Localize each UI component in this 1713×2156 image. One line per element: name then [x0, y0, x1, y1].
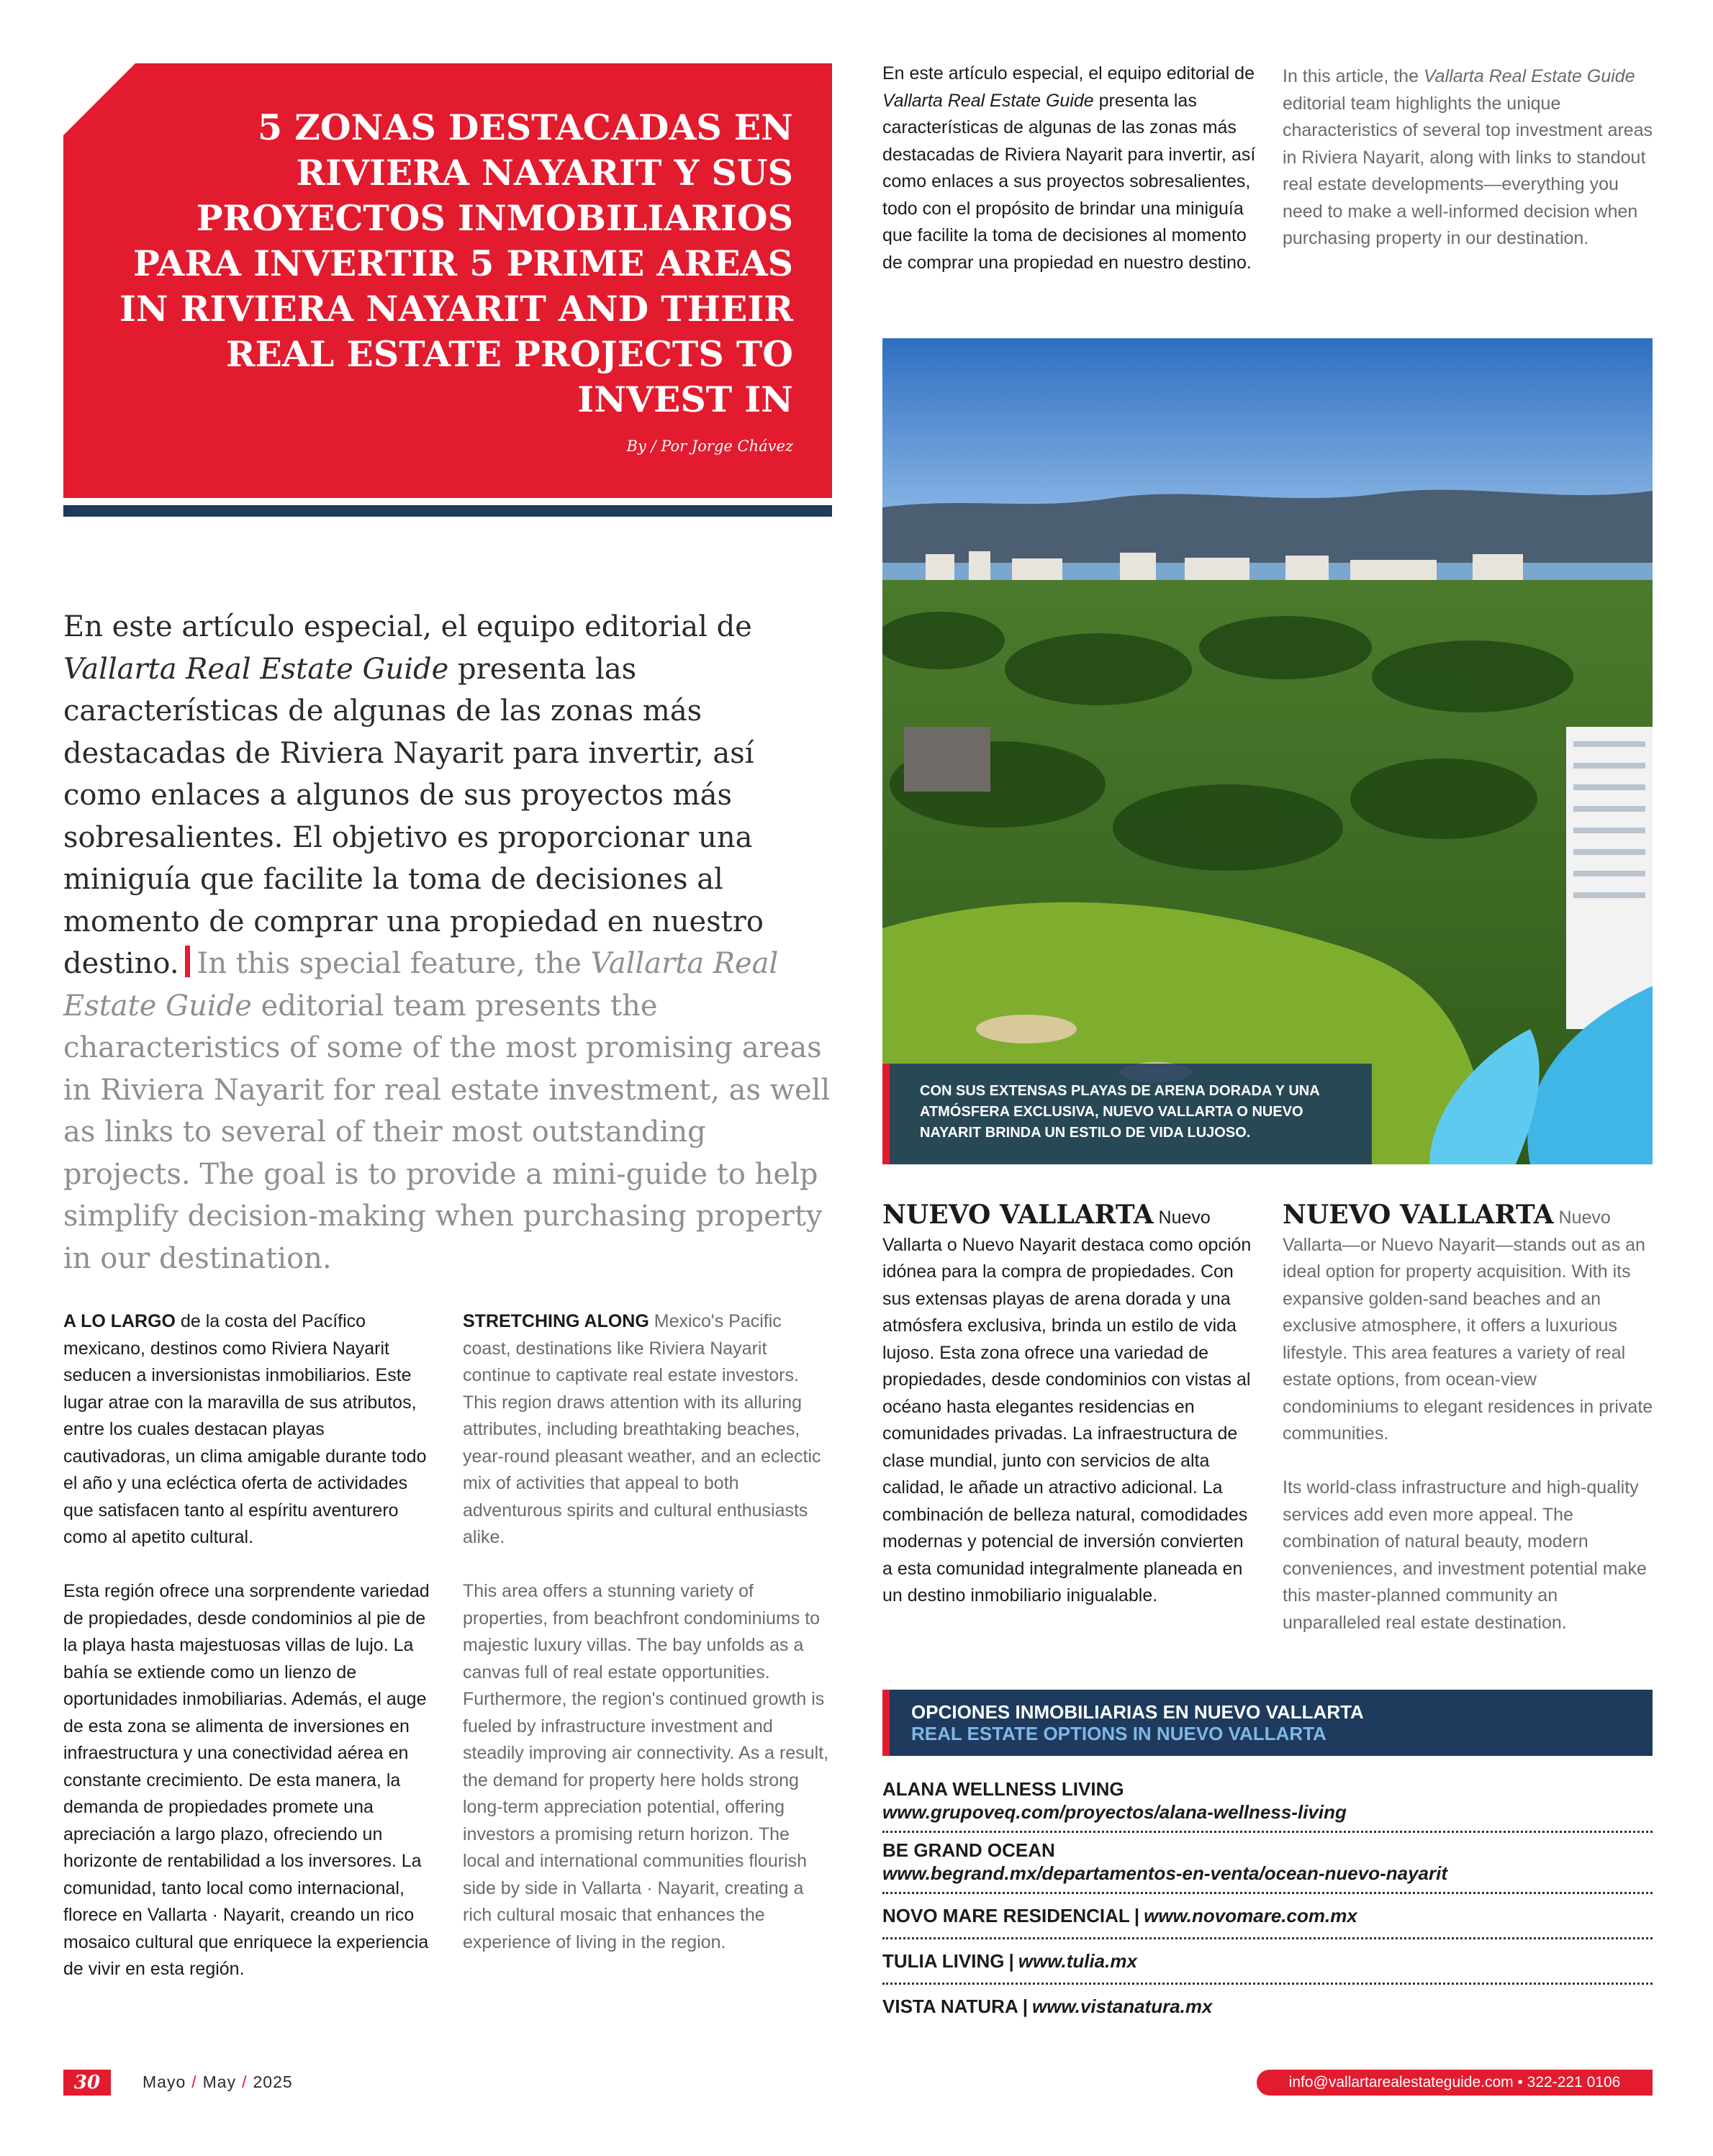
project-link[interactable]: www.grupoveq.com/proyectos/alana-wellness-living [882, 1801, 1347, 1823]
section-nuevo-vallarta-es: NUEVO VALLARTA Nuevo Vallarta o Nuevo Nayarit destaca como opción idónea para la compra de propiedades. Con sus extensas playas de arena dorada y una atmósfera exclusiva, brinda un estilo de vida lujoso. Esta zona ofrece una variedad de propiedades, desde condominios con vistas al océano hasta elegantes residencias en comunidades privadas. La infraestructura de clase mundial, junto con servicios de alta calidad, le añade un atractivo adicional. La combinación de belleza natural, comodidades modernas y potencial de inversión convierten a esta comunidad integralmente planeada en un destino inmobiliario inigualable. [882, 1200, 1252, 1605]
nuevo-vallarta-photo [882, 338, 1653, 1164]
options-title-es: OPCIONES INMOBILIARIAS EN NUEVO VALLARTA [911, 1701, 1364, 1723]
article-title: 5 ZONAS DESTACADAS EN RIVIERA NAYARIT Y SUS PROYECTOS INMOBILIARIOS PARA INVERTIR 5 PRIME AREAS IN RIVIERA NAYARIT AND THEIR REAL ESTATE PROJECTS TO INVEST IN [119, 107, 793, 420]
issue-date: Mayo / May / 2025 [143, 2073, 293, 2091]
body-column-es: A LO LARGO de la costa del Pacífico mexicano, destinos como Riviera Nayarit seducen a inversionistas inmobiliarios. Este lugar atrae con la maravilla de sus atributos, entre los cuales destacan playas cautivadoras, un clima amigable durante todo el año y una ecléctica oferta de actividades que satisfacen tanto al espíritu aventurero como al apetito cultural. Esta región ofrece una sorprendente variedad de propiedades, desde condominios al pie de la playa hasta majestuosas villas de lujo. La bahía se extiende como un lienzo de oportunidades inmobiliarias. Además, el auge de esta zona se alimenta de inversiones en infraestructura y una conectividad aérea en constante crecimiento. De esta manera, la demanda de propiedades promete una apreciación a largo plazo, ofreciendo un horizonte de rentabilidad a los inversores. La comunidad, tanto local como internacional, florece en Vallarta · Nayarit, creando un rico mosaico cultural que enriquece la experiencia de vivir en esta región. [63, 1311, 430, 1979]
contact-info[interactable]: info@vallartarealestateguide.com • 322-221 0106 [1257, 2070, 1653, 2096]
project-link[interactable]: www.tulia.mx [1018, 1950, 1137, 1972]
list-item: TULIA LIVING | www.tulia.mx [882, 1939, 1653, 1985]
list-item: BE GRAND OCEAN www.begrand.mx/departamentos-en-venta/ocean-nuevo-nayarit [882, 1833, 1653, 1894]
summary-es: En este artículo especial, el equipo editorial de Vallarta Real Estate Guide presenta las características de algunas de las zonas más destacadas de Riviera Nayarit para invertir, así como enlaces a sus proyectos sobresalientes, todo con el propósito de brindar una miniguía que facilite la toma de decisiones al momento de comprar una propiedad en nuestro destino. [882, 63, 1256, 273]
body-column-en: STRETCHING ALONG Mexico's Pacific coast, destinations like Riviera Nayarit continue to captivate real estate investors. This region draws attention with its alluring attributes, including breathtaking beaches, year-round pleasant weather, and an eclectic mix of activities that appeal to both adventurous spirits and cultural enthusiasts alike. This area offers a stunning variety of properties, from beachfront condominiums to majestic luxury villas. The bay unfolds as a canvas full of real estate opportunities. Furthermore, the region's continued growth is fueled by infrastructure investment and steadily improving air connectivity. As a result, the demand for property here holds strong long-term appreciation potential, offering investors a promising return horizon. The local and international communities flourish side by side in Vallarta · Nayarit, creating a rich cultural mosaic that enhances the experience of living in the region. [463, 1311, 829, 1952]
photo-caption: CON SUS EXTENSAS PLAYAS DE ARENA DORADA Y UNA ATMÓSFERA EXCLUSIVA, NUEVO VALLARTA O NUEVO NAYARIT BRINDA UN ESTILO DE VIDA LUJOSO. [882, 1064, 1372, 1164]
section-heading-es: NUEVO VALLARTA [882, 1200, 1154, 1230]
project-link[interactable]: www.novomare.com.mx [1144, 1905, 1357, 1926]
language-divider-bar [185, 946, 190, 977]
list-item: NOVO MARE RESIDENCIAL | www.novomare.com.mx [882, 1894, 1653, 1939]
list-item: ALANA WELLNESS LIVING www.grupoveq.com/proyectos/alana-wellness-living [882, 1772, 1653, 1833]
intro-paragraph: En este artículo especial, el equipo editorial de Vallarta Real Estate Guide presenta las características de algunas de las zonas más destacadas de Riviera Nayarit para invertir, así como enlaces a algunos de sus proyectos más sobresalientes. El objetivo es proporcionar una miniguía que facilite la toma de decisiones al momento de comprar una propiedad en nuestro destino. In this special feature, the Vallarta Real Estate Guide editorial team presents the characteristics of some of the most promising areas in Riviera Nayarit for real estate investment, as well as links to several of their most outstanding projects. The goal is to provide a mini-guide to help simplify decision-making when purchasing property in our destination. [63, 610, 831, 1275]
list-item: VISTA NATURA | www.vistanatura.mx [882, 1996, 1213, 2017]
options-list [882, 1772, 1653, 2028]
project-link[interactable]: www.begrand.mx/departamentos-en-venta/ocean-nuevo-nayarit [882, 1862, 1447, 1884]
caption-accent-bar [882, 1064, 890, 1164]
page-number: 30 [63, 2070, 111, 2096]
summary-en: In this article, the Vallarta Real Estate Guide editorial team highlights the unique characteristics of several top investment areas in Riviera Nayarit, along with links to standout real estate developments—everything you need to make a well-informed decision when purchasing property in our destination. [1283, 66, 1653, 248]
section-nuevo-vallarta-en: NUEVO VALLARTA Nuevo Vallarta—or Nuevo Nayarit—stands out as an ideal option for property acquisition. With its expansive golden-sand beaches and an exclusive atmosphere, it offers a luxurious lifestyle. This area features a variety of real estate options, from ocean-view condominiums to elegant residences in private communities. Its world-class infrastructure and high-quality services add even more appeal. The combination of natural beauty, modern conveniences, and investment potential make this master-planned community an unparalleled real estate destination. [1283, 1200, 1653, 1633]
section-heading-en: NUEVO VALLARTA [1283, 1200, 1554, 1230]
byline: By / Por Jorge Chávez [626, 438, 793, 455]
title-underline-bar [63, 505, 832, 517]
options-accent-bar [882, 1690, 890, 1756]
project-link[interactable]: www.vistanatura.mx [1032, 1996, 1213, 2017]
options-header [882, 1690, 1653, 1756]
options-title-en: REAL ESTATE OPTIONS IN NUEVO VALLARTA [911, 1723, 1326, 1744]
